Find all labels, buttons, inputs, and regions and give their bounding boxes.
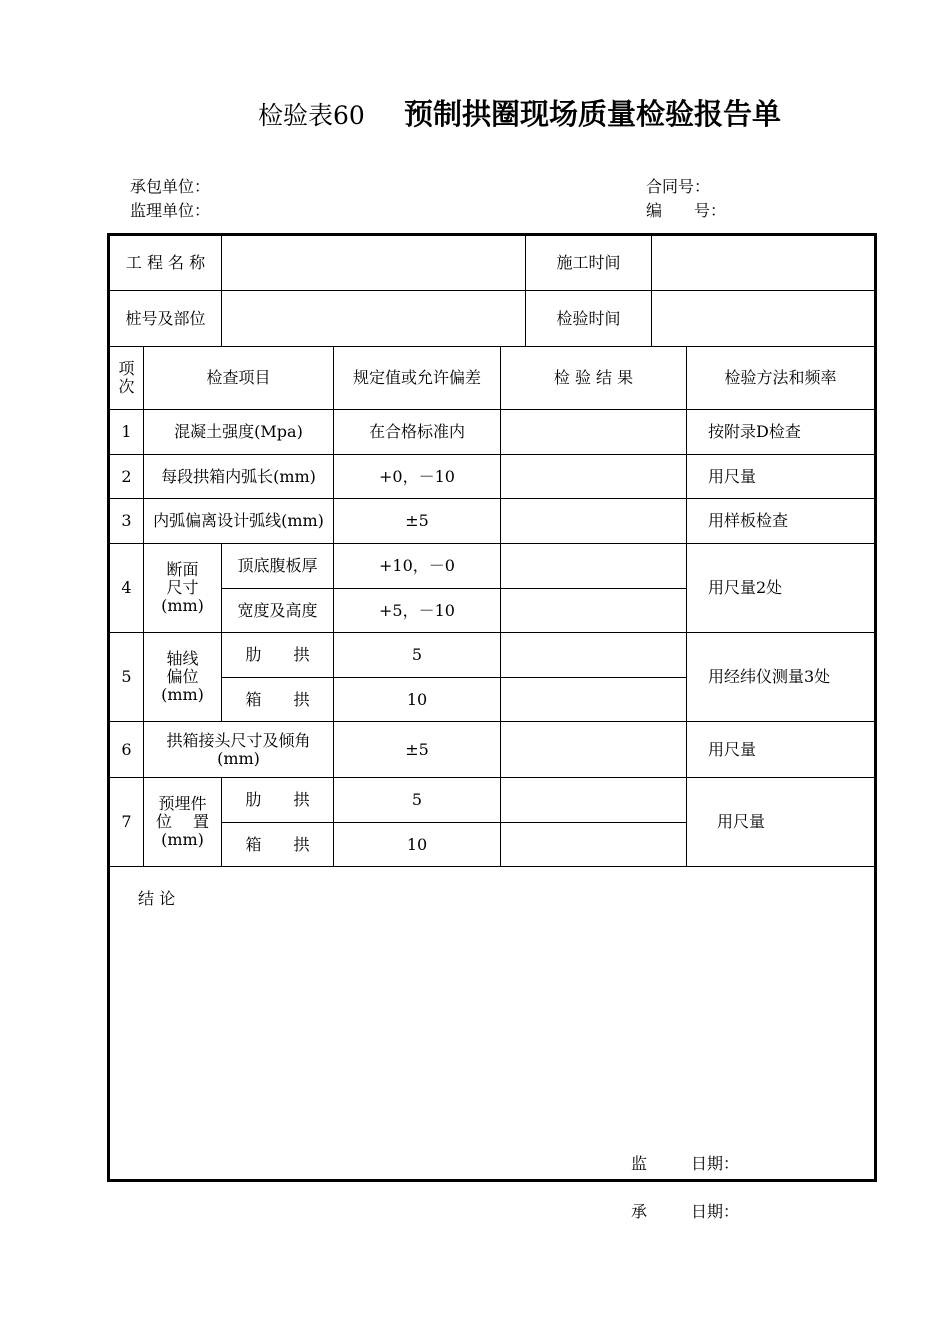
row7-sub1: 肋 拱 <box>245 790 310 809</box>
construction-time-field[interactable] <box>660 236 870 290</box>
row6-spec: ±5 <box>405 739 429 759</box>
row4-spec2: +5，－10 <box>379 600 455 620</box>
row1-item: 混凝土强度(Mpa) <box>174 422 303 441</box>
station-field[interactable] <box>230 291 520 346</box>
row4-group: 断面 尺寸 (mm) <box>161 560 204 615</box>
row7-method: 用尺量 <box>717 812 766 831</box>
row4-result2[interactable] <box>501 589 686 632</box>
serial-no-label: 编 号： <box>646 201 727 220</box>
row1-seq: 1 <box>121 422 132 441</box>
row4-spec1: +10，－0 <box>379 556 455 575</box>
row3-item: 内弧偏离设计弧线(mm) <box>153 511 324 530</box>
supervisor-date: 日期： <box>691 1154 740 1173</box>
row5-group: 轴线 偏位 (mm) <box>161 649 204 704</box>
row1-result[interactable] <box>501 410 686 454</box>
station-label: 桩号及部位 <box>125 308 206 328</box>
row3-result[interactable] <box>501 499 686 543</box>
row6-result[interactable] <box>501 722 686 777</box>
inspection-time-label: 检验时间 <box>556 308 621 328</box>
contractor-date: 日期： <box>691 1202 740 1221</box>
row5-result1[interactable] <box>501 633 686 677</box>
row4-method: 用尺量2处 <box>708 578 783 597</box>
row6-seq: 6 <box>121 739 132 759</box>
row6-method: 用尺量 <box>708 739 757 759</box>
spec-header: 规定值或允许偏差 <box>352 368 481 387</box>
construction-time-label: 施工时间 <box>556 253 621 272</box>
form-number: 检验表60 <box>258 101 365 130</box>
conclusion-field[interactable] <box>140 915 860 1135</box>
inspection-time-field[interactable] <box>660 291 870 346</box>
row2-spec: +0，－10 <box>379 466 455 486</box>
row7-spec1: 5 <box>411 790 423 809</box>
row2-result[interactable] <box>501 455 686 498</box>
row5-method: 用经纬仪测量3处 <box>708 667 831 686</box>
row3-method: 用样板检查 <box>708 511 789 530</box>
row4-result1[interactable] <box>501 544 686 588</box>
result-header: 检 验 结 果 <box>553 368 634 387</box>
contractor-signature: 承 <box>631 1202 648 1221</box>
row5-spec1: 5 <box>411 645 423 664</box>
row7-seq: 7 <box>121 812 132 831</box>
row4-sub2: 宽度及高度 <box>237 600 318 620</box>
page-title: 预制拱圈现场质量检验报告单 <box>404 97 782 131</box>
row5-sub2: 箱 拱 <box>245 689 310 709</box>
row6-item: 拱箱接头尺寸及倾角 (mm) <box>166 730 311 768</box>
row2-seq: 2 <box>121 466 132 486</box>
project-name-label: 工 程 名 称 <box>125 253 206 272</box>
row3-seq: 3 <box>121 511 132 530</box>
row7-group: 预埋件 位 置 (mm) <box>155 794 210 849</box>
row7-result2[interactable] <box>501 823 686 866</box>
conclusion-label: 结 论 <box>138 889 176 908</box>
row5-result2[interactable] <box>501 678 686 721</box>
row1-method: 按附录D检查 <box>708 422 801 441</box>
row2-method: 用尺量 <box>708 466 757 486</box>
row2-item: 每段拱箱内弧长(mm) <box>161 466 316 486</box>
contract-no-label: 合同号： <box>646 177 711 196</box>
supervisor-label: 监理单位： <box>130 201 211 220</box>
row5-seq: 5 <box>121 667 132 686</box>
row3-spec: ±5 <box>405 511 429 530</box>
row7-spec2: 10 <box>406 834 428 854</box>
row5-sub1: 肋 拱 <box>245 645 310 664</box>
row5-spec2: 10 <box>406 689 428 709</box>
item-header: 检查项目 <box>206 368 271 387</box>
contractor-label: 承包单位： <box>130 177 211 196</box>
seq-header: 项 次 <box>118 359 135 396</box>
project-name-field[interactable] <box>230 236 520 290</box>
row1-spec: 在合格标准内 <box>368 422 465 441</box>
row7-result1[interactable] <box>501 778 686 822</box>
row4-seq: 4 <box>121 578 132 597</box>
method-header: 检验方法和频率 <box>724 368 837 387</box>
row4-sub1: 顶底腹板厚 <box>237 556 318 575</box>
supervisor-signature: 监 <box>631 1154 648 1173</box>
row7-sub2: 箱 拱 <box>245 834 310 854</box>
